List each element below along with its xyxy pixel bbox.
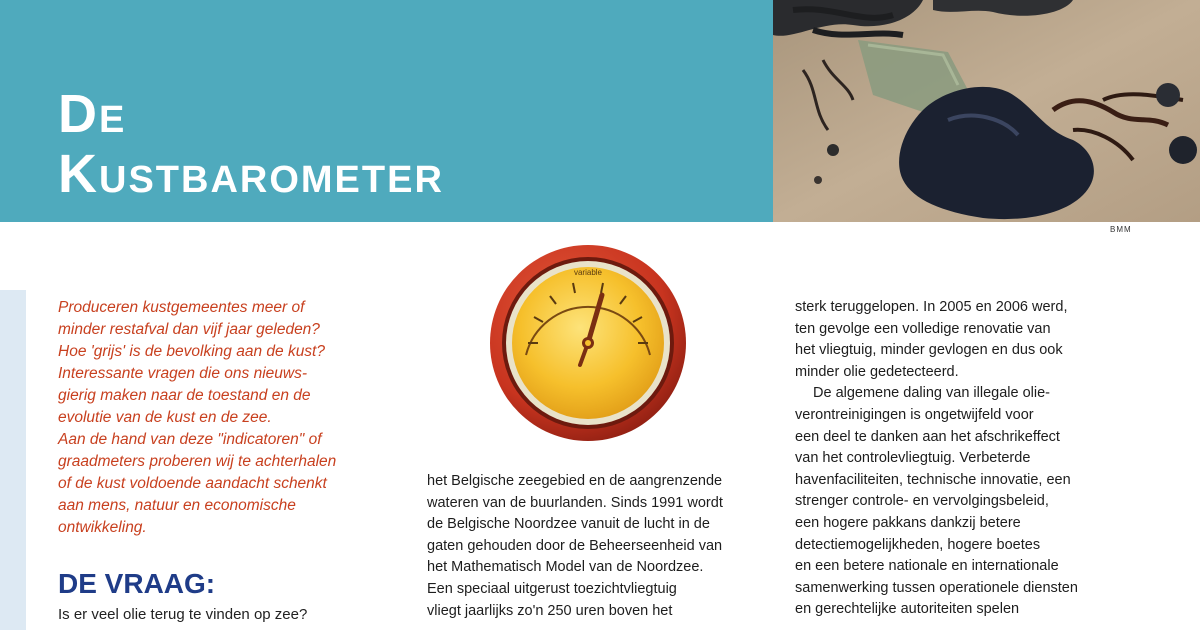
- intro-line: of de kust voldoende aandacht schenkt: [58, 475, 327, 492]
- text-line: ten gevolge een volledige renovatie van: [795, 320, 1051, 337]
- text-line: samenwerking tussen operationele diensten: [795, 579, 1078, 596]
- text-line: gaten gehouden door de Beheerseenheid van: [427, 537, 723, 554]
- text-line: sterk teruggelopen. In 2005 en 2006 werd,: [795, 299, 1068, 315]
- text-line: een hogere pakkans dankzij betere: [795, 514, 1021, 531]
- intro-line: ontwikkeling.: [58, 519, 147, 536]
- intro-line: Aan de hand van deze "indicatoren" of: [58, 431, 322, 448]
- text-line: de Belgische Noordzee vanuit de lucht in de: [427, 516, 710, 533]
- title-line-1: De: [58, 84, 127, 144]
- article-column-middle: [427, 471, 772, 622]
- barometer-icon: [488, 243, 688, 443]
- article-column-right: [795, 297, 1140, 621]
- side-strip: [0, 290, 26, 630]
- text-line: het Belgische zeegebied en de aangrenzende: [427, 473, 723, 489]
- text-line: strenger controle- en vervolgingsbeleid,: [795, 493, 1049, 510]
- beach-oil-image: [773, 0, 1200, 222]
- text-line: verontreinigingen is ongetwijfeld voor: [795, 406, 1034, 423]
- intro-line: Hoe 'grijs' is de bevolking aan de kust?: [58, 343, 325, 360]
- question-text: Is er veel olie terug te vinden op zee?: [58, 606, 308, 623]
- section-heading: DE VRAAG:: [58, 568, 216, 599]
- title-line-2: Kustbarometer: [58, 144, 444, 204]
- intro-line: Interessante vragen die ons nieuws-: [58, 365, 308, 382]
- page-title: [58, 84, 444, 204]
- barometer-scale-top: variable: [573, 268, 603, 277]
- text-line: het vliegtuig, minder gevlogen en dus ook: [795, 342, 1063, 359]
- text-line: Een speciaal uitgerust toezichtvliegtuig: [427, 580, 677, 597]
- intro-text: [58, 297, 413, 539]
- text-line: De algemene daling van illegale olie-: [813, 385, 1050, 402]
- intro-line: aan mens, natuur en economische: [58, 497, 296, 514]
- intro-line: gierig maken naar de toestand en de: [58, 387, 311, 404]
- text-line: van het controlevliegtuig. Verbeterde: [795, 450, 1031, 467]
- text-line: en een betere nationale en internationale: [795, 558, 1059, 575]
- text-line: wateren van de buurlanden. Sinds 1991 wordt: [427, 494, 723, 511]
- intro-line: graadmeters proberen wij te achterhalen: [58, 453, 337, 470]
- barometer-illustration: [488, 243, 688, 443]
- text-line: detectiemogelijkheden, hogere boetes: [795, 536, 1041, 553]
- text-line: minder olie gedetecteerd.: [795, 363, 959, 380]
- text-line: het Mathematisch Model van de Noordzee.: [427, 559, 704, 576]
- text-line: en gerechtelijke autoriteiten spelen: [795, 601, 1020, 618]
- text-line: havenfaciliteiten, technische innovatie, een: [795, 471, 1071, 488]
- intro-line: evolutie van de kust en de zee.: [58, 409, 272, 426]
- text-line: een deel te danken aan het afschrikeffect: [795, 428, 1060, 445]
- intro-line: minder restafval dan vijf jaar geleden?: [58, 321, 320, 338]
- photo-credit: BMM: [1110, 225, 1132, 234]
- intro-line: Produceren kustgemeentes meer of: [58, 299, 305, 316]
- beach-oil-photo: [773, 0, 1200, 222]
- text-line: vliegt jaarlijks zo'n 250 uren boven het: [427, 602, 673, 619]
